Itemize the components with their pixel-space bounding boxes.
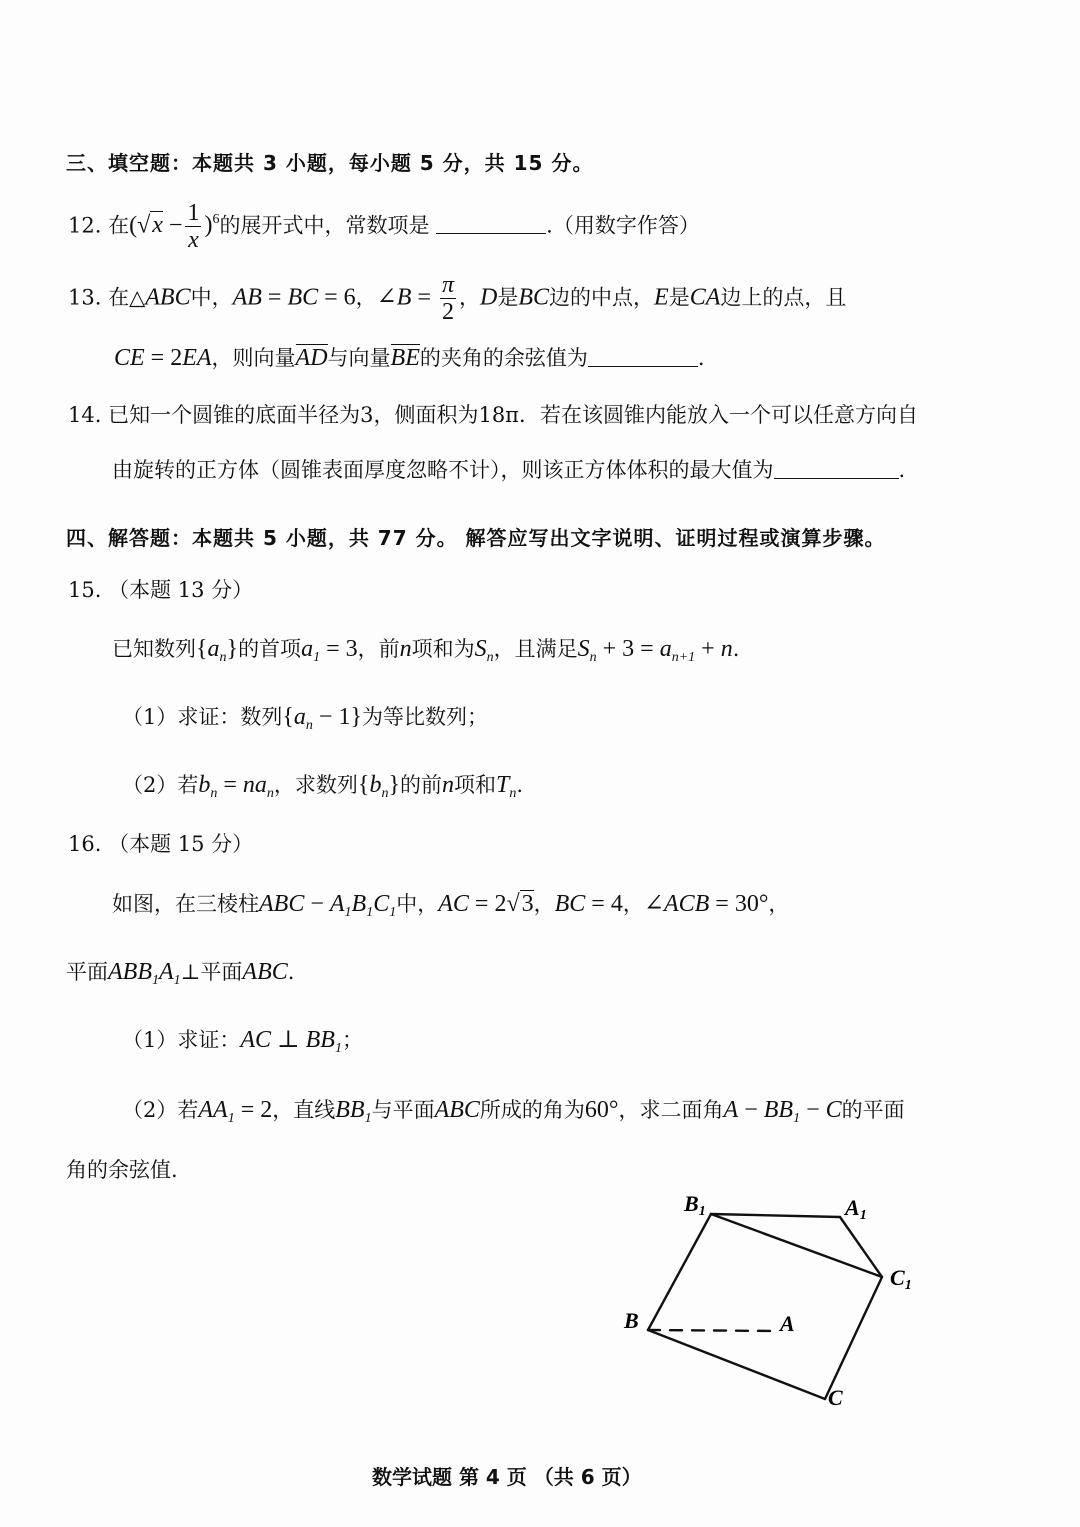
section-4-title: 四、解答题：本题共 5 小题，共 77 分。 解答应写出文字说明、证明过程或演算步骤。 bbox=[66, 526, 886, 550]
q15-part-1: （1）求证：数列$\{a_n - 1\}$为等比数列； bbox=[122, 704, 488, 733]
q15-part-2: （2）若$b_n = na_n$，求数列$\{b_n\}$的前n项和$T_n$. bbox=[122, 772, 524, 801]
edge-c-c1 bbox=[825, 1277, 882, 1399]
q13-fraction: $\frac{\pi}{2}$ bbox=[442, 272, 455, 326]
edge-b1-a1 bbox=[711, 1214, 840, 1217]
prism-figure bbox=[610, 1185, 930, 1425]
q16-part-2-cont: 角的余弦值. bbox=[66, 1158, 178, 1182]
label-b1: B1 bbox=[684, 1191, 706, 1219]
q12-fraction: $\frac{1}{x}$ bbox=[187, 200, 200, 254]
q14-answer-blank bbox=[774, 458, 899, 479]
question-14-line-2: 由旋转的正方体（圆锥表面厚度忽略不计），则该正方体体积的最大值为 . bbox=[112, 458, 906, 482]
edge-b1-b bbox=[648, 1214, 711, 1330]
question-13-line-1: 13. 在△ABC中，AB = BC = 6，∠B = $\frac{\pi}{2}$ ，D是BC边的中点，E是CA边上的点，且 bbox=[68, 272, 847, 326]
section-3-title: 三、填空题：本题共 3 小题，每小题 5 分，共 15 分。 bbox=[66, 151, 594, 175]
label-c: C bbox=[828, 1385, 843, 1410]
question-12: 12. 在(√x − $\frac{1}{x}$ )$^6$的展开式中，常数项是 .（用数字作答） bbox=[68, 200, 700, 254]
q14-number: 14. bbox=[68, 403, 102, 427]
label-a: A bbox=[780, 1311, 795, 1336]
q13-number: 13. bbox=[68, 285, 102, 310]
q16-header: 16. （本题 15 分） bbox=[68, 832, 254, 856]
question-14-line-1: 14. 已知一个圆锥的底面半径为3，侧面积为18π．若在该圆锥内能放入一个可以任意方向自 bbox=[68, 403, 918, 427]
question-13-line-2: CE = 2EA，则向量AD与向量BE的夹角的余弦值为 . bbox=[114, 345, 705, 371]
page-footer: 数学试题 第 4 页 （共 6 页） bbox=[372, 1465, 642, 1489]
label-c1: C1 bbox=[890, 1265, 912, 1293]
q15-statement: 已知数列$\{a_n\}$的首项$a_1 = 3$，前n项和为$S_n$，且满足$S_n + 3 = a_{n+1} + n$. bbox=[112, 636, 740, 665]
vector-be: BE bbox=[390, 345, 420, 371]
edge-b-c bbox=[648, 1330, 825, 1399]
q16-part-1: （1）求证：AC ⊥ $BB_1$； bbox=[122, 1027, 363, 1056]
q16-statement-line-2: 平面$ABB_1A_1\perp$平面ABC. bbox=[66, 959, 295, 988]
q16-statement-line-1: 如图，在三棱柱ABC − $A_1B_1C_1$中，AC = 2√3，BC = 4，∠ACB = 30°， bbox=[112, 891, 790, 920]
edge-b-a-hidden bbox=[648, 1330, 778, 1331]
edge-b1-c1 bbox=[711, 1214, 882, 1277]
vector-ad: AD bbox=[295, 345, 328, 371]
label-a1: A1 bbox=[845, 1195, 867, 1223]
q12-answer-blank bbox=[436, 213, 546, 234]
q12-number: 12. bbox=[68, 213, 102, 238]
q13-answer-blank bbox=[588, 346, 698, 367]
q15-header: 15. （本题 13 分） bbox=[68, 578, 254, 602]
label-b: B bbox=[624, 1308, 639, 1333]
q16-part-2: （2）若$AA_1 = 2$，直线$BB_1$与平面ABC所成的角为60°，求二面角$A - BB_1 - C$的平面 bbox=[122, 1097, 905, 1126]
